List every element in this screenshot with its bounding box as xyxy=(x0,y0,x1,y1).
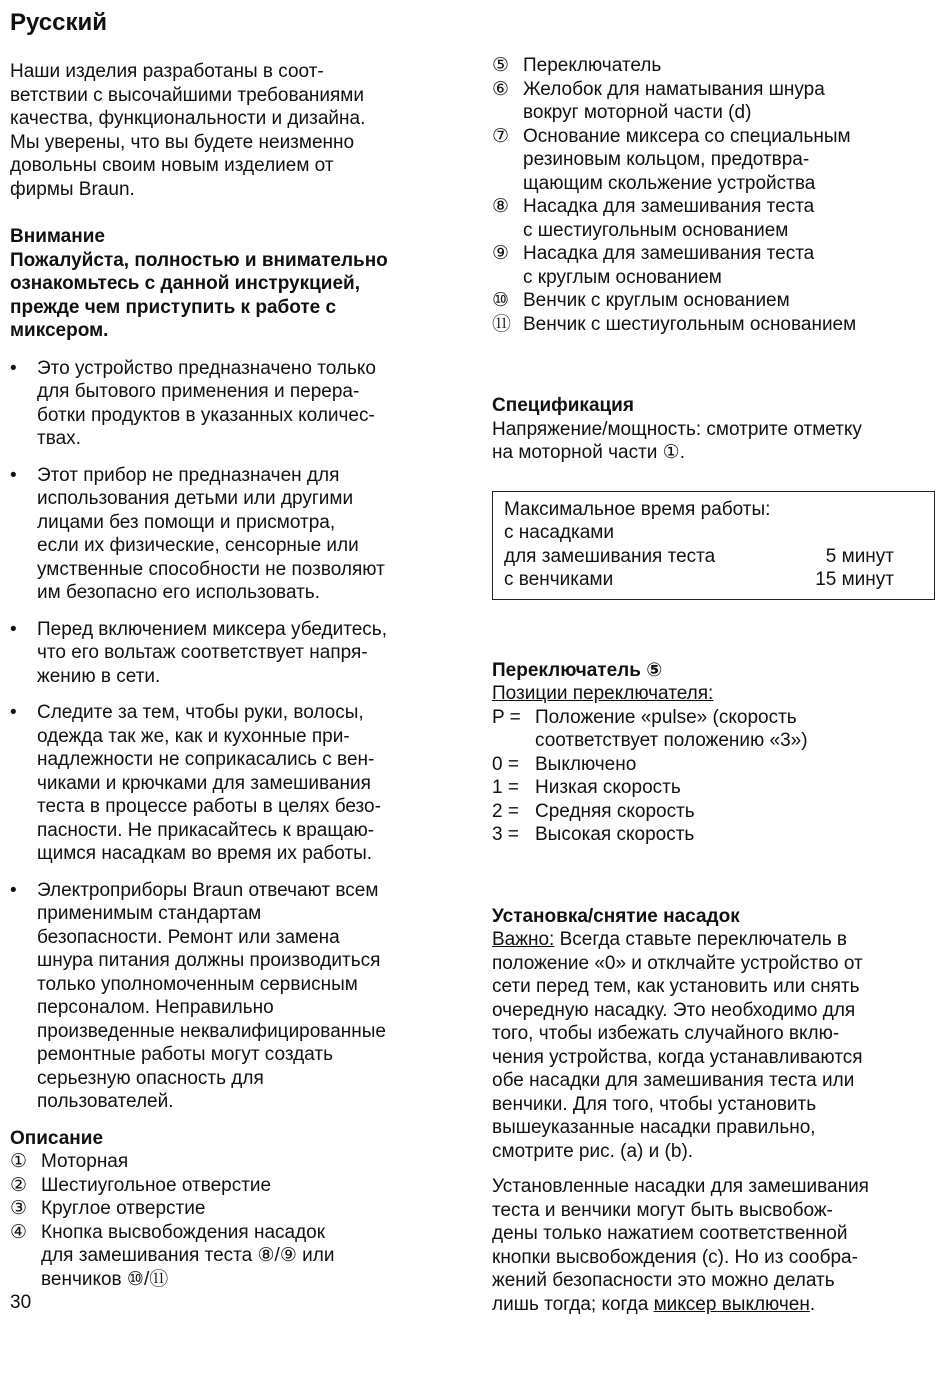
list-item xyxy=(492,776,942,800)
bullet-line: что его вольтаж соответствует напря- xyxy=(37,642,368,663)
item-line: щающим скольжение устройства xyxy=(523,172,816,194)
attach-line: венчики. Для того, чтобы установить xyxy=(492,1093,817,1115)
intro-paragraph xyxy=(10,60,455,201)
switch-heading: Переключатель ⑤ xyxy=(492,659,663,681)
item-line: Насадка для замешивания теста xyxy=(523,243,815,264)
intro-line: довольны своим новым изделием от xyxy=(10,155,334,176)
max-operating-time-box xyxy=(492,491,935,600)
attach-first-text: Всегда ставьте переключатель в xyxy=(554,929,847,950)
list-item xyxy=(492,800,942,824)
list-item xyxy=(10,1221,455,1292)
list-item xyxy=(492,706,942,753)
intro-line: качества, функциональности и дизайна. xyxy=(10,108,366,129)
item-line: резиновым кольцом, предотвра- xyxy=(523,149,810,170)
safety-bullet-list xyxy=(10,357,455,1114)
attach-line: смотрите рис. (a) и (b). xyxy=(492,1140,694,1162)
item-line: Венчик с круглым основанием xyxy=(523,290,790,311)
item-line: Шестиугольное отверстие xyxy=(41,1174,272,1196)
bullet-icon: • xyxy=(10,464,17,486)
list-item xyxy=(492,125,942,196)
item-number: ⑥ xyxy=(492,78,510,100)
bullet-line: жению в сети. xyxy=(37,665,161,687)
attach-line: того, чтобы избежать случайного вклю- xyxy=(492,1023,840,1044)
position-key: 1 = xyxy=(492,777,519,798)
list-item xyxy=(10,879,455,1114)
position-line: Высокая скорость xyxy=(535,824,695,845)
item-line: венчиков ⑩/⑪ xyxy=(41,1268,169,1290)
list-item xyxy=(10,701,455,866)
bullet-line: теста в процессе работы в целях безо- xyxy=(37,796,381,817)
bullet-line: Следите за тем, чтобы руки, волосы, xyxy=(37,702,364,723)
description-section xyxy=(10,1127,455,1292)
item-line: Венчик с шестиугольным основанием xyxy=(523,313,857,335)
bullet-icon: • xyxy=(10,357,17,379)
list-item xyxy=(10,1150,455,1174)
attach-last-prefix: лишь тогда; когда xyxy=(492,1293,654,1315)
item-number: ⑦ xyxy=(492,125,510,147)
position-key: 2 = xyxy=(492,800,519,822)
item-number: ② xyxy=(10,1174,28,1196)
bullet-icon: • xyxy=(10,618,17,640)
list-item xyxy=(492,313,942,337)
attach-line: дены только нажатием соответственной xyxy=(492,1223,848,1244)
list-item xyxy=(492,823,942,847)
list-item xyxy=(10,464,455,605)
bullet-line: произведенные неквалифицированные xyxy=(37,1020,386,1042)
list-item xyxy=(10,618,455,689)
bullet-line: для бытового применения и перера- xyxy=(37,381,360,402)
item-line: Переключатель xyxy=(523,55,662,76)
bullet-line: Это устройство предназначено только xyxy=(37,357,376,379)
attach-line: очередную насадку. Это необходимо для xyxy=(492,999,856,1021)
bullet-line: им безопасно его использовать. xyxy=(37,582,320,603)
important-label: Важно: xyxy=(492,929,555,950)
description-list xyxy=(10,1150,455,1291)
bullet-line: надлежности не соприкасались с вен- xyxy=(37,749,375,770)
bullet-line: серьезную опасность для xyxy=(37,1067,264,1089)
list-item xyxy=(492,78,942,125)
switch-section xyxy=(492,659,942,847)
list-item xyxy=(492,289,942,313)
warning-line: Пожалуйста, полностью и внимательно xyxy=(10,249,388,271)
bullet-line: чиками и крючками для замешивания xyxy=(37,772,371,794)
attachments-heading: Установка/снятие насадок xyxy=(492,905,740,927)
attach-line xyxy=(492,928,942,952)
spec-row-label: с венчиками xyxy=(504,569,614,590)
attach-line: обе насадки для замешивания теста или xyxy=(492,1070,855,1091)
warning-line: миксером. xyxy=(10,320,109,341)
bullet-line: персоналом. Неправильно xyxy=(37,997,274,1018)
item-number: ③ xyxy=(10,1198,28,1219)
bullet-line: умственные способности не позволяют xyxy=(37,558,385,580)
position-key: 0 = xyxy=(492,753,519,775)
box-line: с насадками xyxy=(504,522,614,543)
spec-row-label: для замешивания теста xyxy=(504,545,716,567)
bullet-line: шнура питания должны производиться xyxy=(37,950,381,971)
item-line: Насадка для замешивания теста xyxy=(523,196,815,217)
position-line: Выключено xyxy=(535,753,637,775)
bullet-line: твах. xyxy=(37,428,81,449)
bullet-line: ремонтные работы могут создать xyxy=(37,1044,333,1065)
position-key: 3 = xyxy=(492,824,519,845)
spec-row-value: 5 минут xyxy=(825,545,894,567)
position-key: P = xyxy=(492,706,521,728)
left-column xyxy=(10,0,455,1291)
item-line: Моторная xyxy=(41,1151,129,1172)
bullet-line: если их физические, сенсорные или xyxy=(37,535,359,556)
bullet-line: Перед включением миксера убедитесь, xyxy=(37,618,387,640)
attach-line: сети перед тем, как установить или снять xyxy=(492,976,860,997)
spec-line: Напряжение/мощность: смотрите отметку xyxy=(492,418,862,440)
specification-section xyxy=(492,394,942,600)
mixer-off-text: миксер выключен xyxy=(653,1293,810,1315)
item-line: Желобок для наматывания шнура xyxy=(523,78,825,100)
spec-row xyxy=(504,568,923,592)
item-number: ⑧ xyxy=(492,196,510,217)
item-line: Кнопка высвобождения насадок xyxy=(41,1221,326,1243)
spec-line: на моторной части ①. xyxy=(492,442,685,463)
bullet-line: только уполномоченным сервисным xyxy=(37,973,358,995)
item-number: ④ xyxy=(10,1221,28,1243)
attach-line: Установленные насадки для замешивания xyxy=(492,1176,869,1197)
list-item xyxy=(492,242,942,289)
specification-heading: Спецификация xyxy=(492,395,634,416)
attach-line: вышеуказанные насадки правильно, xyxy=(492,1117,816,1138)
list-item xyxy=(492,753,942,777)
attachments-section xyxy=(492,905,942,1317)
description-heading: Описание xyxy=(10,1127,104,1149)
right-column xyxy=(492,0,942,1316)
item-number: ⑨ xyxy=(492,243,510,264)
switch-positions-list xyxy=(492,706,942,847)
bullet-icon: • xyxy=(10,879,17,901)
warning-heading: Внимание xyxy=(10,226,105,247)
item-number: ⑤ xyxy=(492,55,510,76)
item-number: ⑪ xyxy=(492,313,512,335)
intro-line: Мы уверены, что вы будете неизменно xyxy=(10,131,355,153)
bullet-line: безопасности. Ремонт или замена xyxy=(37,926,340,948)
item-line: для замешивания теста ⑧/⑨ или xyxy=(41,1245,335,1266)
bullet-line: применимым стандартам xyxy=(37,903,262,924)
item-line: с круглым основанием xyxy=(523,266,722,288)
box-line: Максимальное время работы: xyxy=(504,498,771,520)
attach-line: чения устройства, когда устанавливаются xyxy=(492,1046,863,1068)
list-item xyxy=(10,1197,455,1221)
item-line: вокруг моторной части (d) xyxy=(523,102,752,123)
warning-line: ознакомьтесь с данной инструкцией, xyxy=(10,273,361,294)
position-line: Положение «pulse» (скорость xyxy=(535,706,797,728)
bullet-line: лицами без помощи и присмотра, xyxy=(37,511,336,533)
bullet-line: пасности. Не прикасайтесь к вращаю- xyxy=(37,819,375,841)
attach-line: положение «0» и отклчайте устройство от xyxy=(492,952,863,974)
intro-line: Наши изделия разработаны в соот- xyxy=(10,61,324,82)
intro-line: ветствии с высочайшими требованиями xyxy=(10,84,364,106)
bullet-icon: • xyxy=(10,702,17,723)
list-item xyxy=(10,357,455,451)
item-line: с шестиугольным основанием xyxy=(523,219,789,241)
list-item xyxy=(492,54,942,78)
warning-line: прежде чем приступить к работе с xyxy=(10,296,337,318)
position-line: соответствует положению «3») xyxy=(535,730,808,751)
item-line: Основание миксера со специальным xyxy=(523,125,851,147)
description-list-continued xyxy=(492,54,942,336)
item-line: Круглое отверстие xyxy=(41,1198,206,1219)
attach-line xyxy=(492,1293,942,1317)
bullet-line: ботки продуктов в указанных количес- xyxy=(37,404,375,426)
attach-line: кнопки высвобождения (c). Но из сообра- xyxy=(492,1246,858,1268)
release-paragraph xyxy=(492,1175,942,1316)
warning-block xyxy=(10,225,455,343)
position-line: Средняя скорость xyxy=(535,800,695,822)
attach-last-suffix: . xyxy=(809,1293,816,1315)
intro-line: фирмы Braun. xyxy=(10,178,135,200)
list-item xyxy=(10,1174,455,1198)
item-number: ① xyxy=(10,1151,28,1172)
bullet-line: щимся насадкам во время их работы. xyxy=(37,843,373,864)
page-number: 30 xyxy=(10,1292,32,1313)
bullet-line: Этот прибор не предназначен для xyxy=(37,464,340,486)
attach-line: теста и венчики могут быть высвобож- xyxy=(492,1199,833,1221)
bullet-line: Электроприборы Braun отвечают всем xyxy=(37,879,379,901)
attach-line: жений безопасности это можно делать xyxy=(492,1270,835,1291)
switch-subheading: Позиции переключателя: xyxy=(492,683,714,704)
spec-row xyxy=(504,545,923,569)
position-line: Низкая скорость xyxy=(535,777,681,798)
bullet-line: пользователей. xyxy=(37,1091,174,1112)
item-number: ⑩ xyxy=(492,290,510,311)
bullet-line: использования детьми или другими xyxy=(37,488,354,509)
language-title: Русский xyxy=(10,9,107,36)
spec-row-value: 15 минут xyxy=(815,569,894,590)
list-item xyxy=(492,195,942,242)
bullet-line: одежда так же, как и кухонные при- xyxy=(37,725,350,747)
